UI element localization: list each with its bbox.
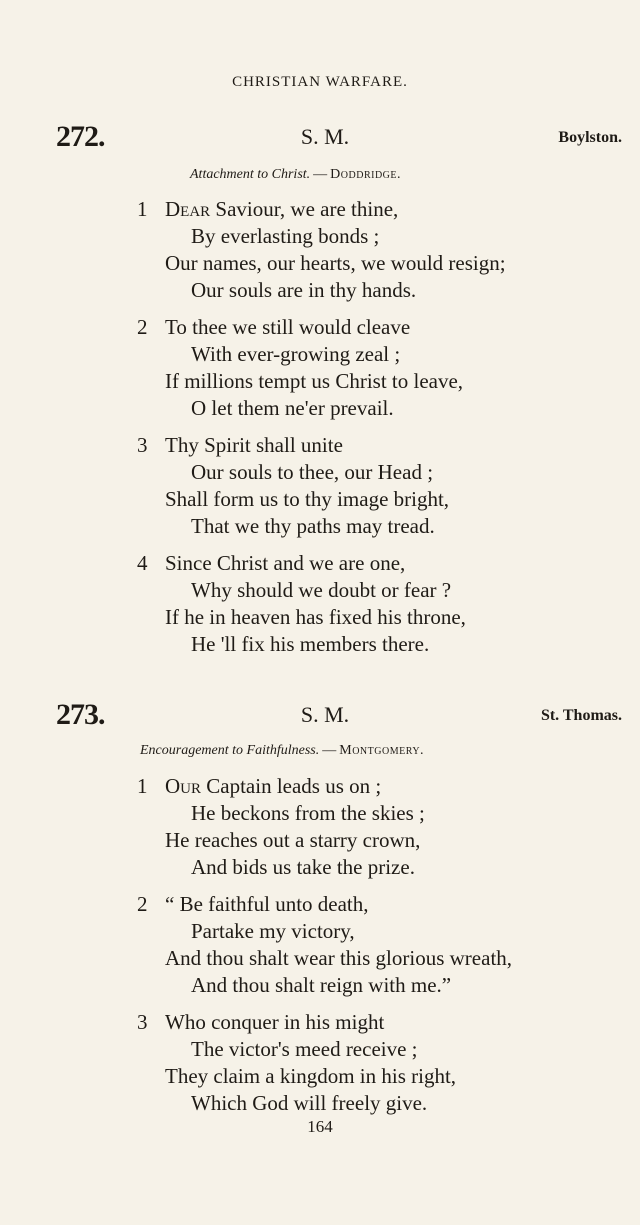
verse-line: With ever-growing zeal ; [191, 342, 401, 366]
stanza-number: 3 [137, 433, 148, 457]
meter: S. M. [300, 702, 350, 727]
hymn-subject: Encouragement to Faithfulness. [140, 743, 320, 758]
hymn-number: 273. [56, 698, 105, 731]
verse-line: Who conquer in his might [165, 1010, 385, 1034]
verse-line: To thee we still would cleave [165, 315, 411, 339]
verse-line: Shall form us to thy image bright, [165, 487, 450, 511]
stanza-number: 4 [137, 551, 148, 575]
verse-line: Which God will freely give. [191, 1091, 428, 1115]
meter: S. M. [300, 124, 350, 149]
hymn-subject: Attachment to Christ. [190, 167, 311, 182]
verse-line: They claim a kingdom in his right, [165, 1064, 457, 1088]
verse-line: “ Be faithful unto death, [165, 892, 369, 916]
verse-line: And thou shalt wear this glorious wreath, [165, 946, 513, 970]
stanza-number: 1 [137, 197, 148, 221]
stanza-number: 1 [137, 774, 148, 798]
verse-line: That we thy paths may tread. [191, 514, 435, 538]
verse-line: The victor's meed receive ; [191, 1037, 418, 1061]
verse-line: And bids us take the prize. [191, 855, 415, 879]
verse-line: O let them ne'er prevail. [191, 396, 394, 420]
verse-line: Our souls to thee, our Head ; [191, 460, 434, 484]
verse-line: Our names, our hearts, we would resign; [165, 251, 506, 275]
verse-line: If he in heaven has fixed his throne, [165, 605, 466, 629]
attribution [140, 743, 424, 759]
verse-line: He beckons from the skies ; [191, 801, 425, 825]
running-head: CHRISTIAN WARFARE. [232, 74, 408, 90]
verse-line: Why should we doubt or fear ? [191, 578, 452, 602]
verse-line: He 'll fix his members there. [191, 632, 430, 656]
verse-line: Partake my victory, [191, 919, 355, 943]
stanza-number: 2 [137, 892, 148, 916]
stanza-number: 3 [137, 1010, 148, 1034]
hymn-number: 272. [56, 120, 105, 153]
separator: — [313, 167, 328, 182]
hymn-author: Montgomery. [339, 743, 425, 758]
verse-line: And thou shalt reign with me.” [191, 973, 452, 997]
line-text: Saviour, we are thine, [210, 197, 399, 221]
page-number: 164 [307, 1117, 333, 1136]
separator: — [322, 743, 337, 758]
verse-line: By everlasting bonds ; [191, 224, 380, 248]
stanza-number: 2 [137, 315, 148, 339]
line-text: Captain leads us on ; [201, 774, 382, 798]
verse-line: If millions tempt us Christ to leave, [165, 369, 464, 393]
verse-line: Thy Spirit shall unite [165, 433, 343, 457]
tune-name: St. Thomas. [540, 707, 622, 724]
verse-line [165, 197, 398, 224]
first-word: Dear [165, 197, 211, 221]
verse-line [165, 774, 381, 801]
verse-line: Our souls are in thy hands. [191, 278, 417, 302]
verse-line: Since Christ and we are one, [165, 551, 406, 575]
hymn-author: Doddridge. [330, 167, 401, 182]
attribution [190, 167, 401, 183]
verse-line: He reaches out a starry crown, [165, 828, 421, 852]
first-word: Our [165, 774, 202, 798]
tune-name: Boylston. [558, 129, 622, 146]
